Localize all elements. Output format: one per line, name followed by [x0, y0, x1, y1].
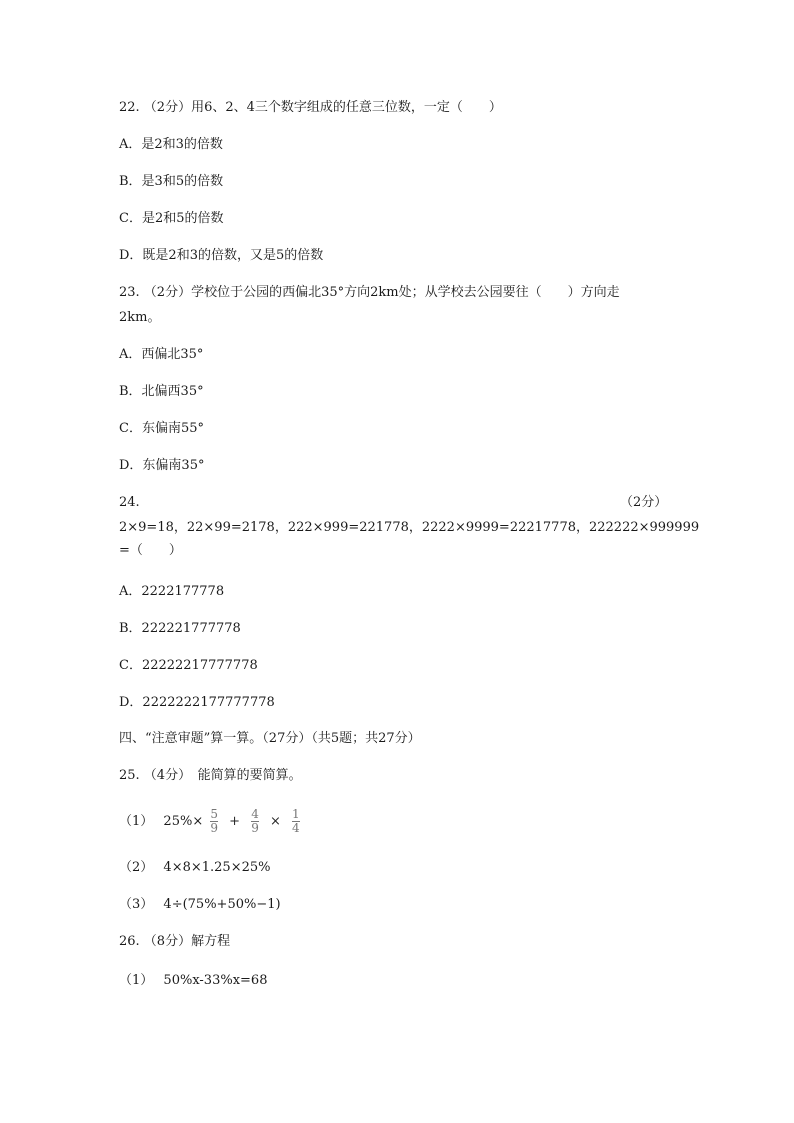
fraction-5-9	[210, 809, 218, 834]
q22-option-d: D．既是2和3的倍数，又是5的倍数	[119, 248, 324, 263]
q24-option-b: B．222221777778	[119, 621, 241, 636]
times-sign: ×	[269, 814, 281, 829]
q23-option-a: A．西偏北35°	[119, 347, 204, 362]
q25-sub2-label: （2）	[119, 860, 154, 875]
fraction-numerator: 5	[210, 807, 218, 821]
q25-sub1-lead: 25%×	[163, 814, 204, 829]
q25-sub1	[119, 808, 303, 836]
q26-sub1-label: （1）	[119, 973, 154, 988]
plus-sign: +	[229, 814, 241, 829]
q23-option-b: B．北偏西35°	[119, 384, 204, 399]
fraction-denominator: 9	[210, 821, 218, 835]
fraction-4-9	[251, 809, 259, 834]
q24-score: （2分）	[620, 495, 668, 510]
q24-stem-line2: 2×9=18，22×99=2178，222×999=221778，2222×9999=22217778，222222×999999	[119, 520, 700, 535]
fraction-denominator: 9	[251, 821, 259, 835]
q24-number: 24.	[119, 495, 140, 510]
q25-sub3-label: （3）	[119, 897, 154, 912]
q25-sub3-expr: 4÷(75%+50%−1)	[163, 897, 281, 912]
q25-sub2-expr: 4×8×1.25×25%	[163, 860, 271, 875]
q23-stem-line2: 2km。	[119, 310, 161, 325]
q22-option-a: A．是2和3的倍数	[119, 137, 223, 152]
q24-option-c: C．22222217777778	[119, 658, 258, 673]
q22-option-b: B．是3和5的倍数	[119, 174, 224, 189]
fraction-1-4	[292, 809, 300, 834]
q22-option-c: C．是2和5的倍数	[119, 211, 224, 226]
q24-option-a: A．2222177778	[119, 584, 225, 599]
q25-sub3	[119, 897, 281, 913]
q24-stem-line3: =（ ）	[119, 543, 182, 558]
q24-option-d: D．2222222177777778	[119, 695, 275, 710]
fraction-denominator: 4	[292, 821, 300, 835]
q25-sub2	[119, 860, 270, 876]
q26-sub1-expr: 50%x-33%x=68	[163, 973, 268, 988]
q26-sub1	[119, 973, 267, 989]
q23-option-c: C．东偏南55°	[119, 421, 204, 436]
q23-stem-line1: 23. （2分）学校位于公园的西偏北35°方向2km处；从学校去公园要往（ ）方向走	[119, 285, 620, 300]
q25-sub1-label: （1）	[119, 814, 154, 829]
section4-title: 四、“注意审题”算一算。（27分）（共5题；共27分）	[119, 731, 421, 746]
q26-stem: 26. （8分）解方程	[119, 934, 231, 949]
fraction-numerator: 4	[251, 807, 259, 821]
q23-option-d: D．东偏南35°	[119, 458, 205, 473]
q22-stem: 22. （2分）用6、2、4三个数字组成的任意三位数，一定（ ）	[119, 100, 502, 115]
q25-stem: 25. （4分） 能简算的要简算。	[119, 768, 302, 783]
fraction-numerator: 1	[292, 807, 300, 821]
